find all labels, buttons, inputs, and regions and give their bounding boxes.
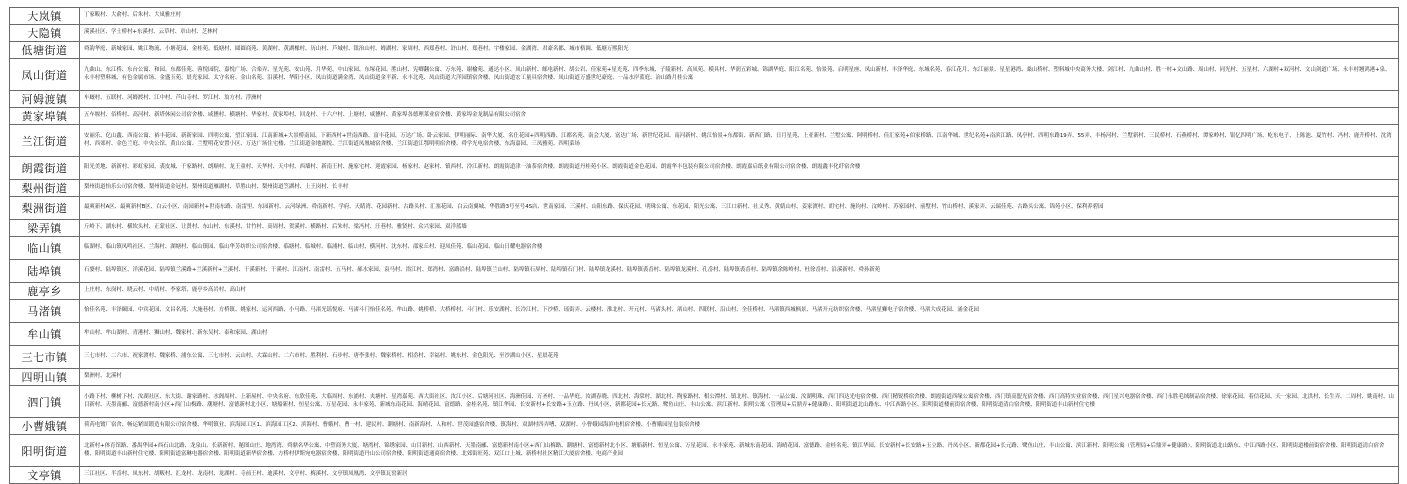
area-list: 怡佳名苑、丰泽颐园、中宾花园、文昌名苑、大施巷村、方桥镇、姚家村、运河西路、小马路、马渚光谣悦府、马渚斗门怡佳名苑、牟山路、姚桥桥、大桥桥村、斗门村、乐安湖村、长冷江村、下沙桥、瑶街弄、云楼村、淮北村、开元村、马渚头村、渚山村、四联村、沿山村、全佳桥村、马渚镇西城枫景、马渚开元纺织宿舍楼、马渚星狮电子宿舍楼、马渚大成花园、涌金花园	[80, 300, 1399, 323]
table-row	[10, 180, 1399, 197]
area-list: 北新村+体育馆路、番禺华园+西石山北路、龙泉山、长新新村、秘图山庄、地湾湾、舜鼎名华公寓、中塑商务大厦、塘湾村、锦绣家园、山目新村、山西新村、天墨南郦、富德新村南小区+西门山梅路、潮塘村、富德新村北小区、塘船新村、恒星公寓、万星花园、永丰家苑、新城东南花园、海晴花园、富德路、金桂名苑、镇江华园、长安新村+长安路+玉立路、丹凤小区、新都花园+长元路、鹭鱼山庄、丰山公寓、滨江新村、阳明公寓（管理局+后鼎弄+健康路）、阳明街道北山路东、中江西路小区、阳明街道楼前街宿舍楼、阳明街道清白宿舍楼、阳明街道丰山新村住宅楼、阳明街道富琳电器宿舍楼、阳明街道新华宿舍楼、方桥村伊斯宛电器宿舍楼、阳明街道丹山公司宿舍楼、阳明街道通商宿舍楼、北郊街旺苑、双江口上城、新桥村社区精江大厦宿舍楼、电商产业园	[80, 435, 1399, 467]
area-list: 舜韵华庭、新城家园、姚江物流、小塘花园、金桂苑、低塘村、圆圆商苑、黄湖村、黄湖橡村、历山村、芦城村、银治山村、姆湖村、家周村、西郑巷村、浒山村、郑巷村、宇楼家园、金湖湾、君豪名都、城市格调、低塘万熙阳光	[80, 42, 1399, 59]
town-name: 四明山镇	[10, 369, 80, 386]
table-row	[10, 237, 1399, 260]
town-name: 梨洲街道	[10, 197, 80, 220]
town-name: 马渚镇	[10, 300, 80, 323]
area-list: 梨洲村、北溪村	[80, 369, 1399, 386]
town-name: 兰江街道	[10, 125, 80, 157]
area-list: 三江社区、半岙村、凤东村、胡畈村、汇龙村、龙南村、龙湖村、寺前王村、迪溪村、文亭村、梅溪村、文亭镇凤凰湾、文亭镇瓦窑新居	[80, 467, 1399, 484]
area-list: 溪溪社区、学士桥村+东溪村、云草村、章山村、芝林村	[80, 25, 1399, 42]
table-row	[10, 125, 1399, 157]
area-list: 荷芮电镀厂宿舍、畅运紧固锻造有限公司宿舍楼、华明镇业、滨海园工区1、滨海园工区2、滨海村、曹娥村、曹一村、建民村、潮塘村、南新海村、人和村、世茂园盛宿舍楼、镇海村、双湖村四弄嘈、双湖村、小曹娥园海滨电机宿舍楼、小曹娥园星包装宿舍楼	[80, 418, 1399, 435]
town-name: 大隐镇	[10, 25, 80, 42]
town-name: 朗霞街道	[10, 157, 80, 180]
table-row	[10, 108, 1399, 125]
town-name: 黄家埠镇	[10, 108, 80, 125]
table-row	[10, 283, 1399, 300]
area-list: 安丽乐、亿山鑫、西南公寓、裕丰花园、新新家园、四明公寓、望江家园、江南新城+大景桥南园、下新西村+世南西路、富丰花园、万达广场、卧云家园、伊明丽际、南华大厦、名仕花园+四明西路、江都名苑、南会大厦、富达广场、新世纪花园、南河新村、姚江怡景+东都街、新西门路、日月星苑、上亚新村、兰墅公寓、阿明桥村、佳汇家苑+伯家桥路、江南华城、世纪名苑+南滨江路、凤亭村、四明东路19弄、55弄、丰杨河村、兰墅新村、三民桥村、石燕桥村、谭家岭村、银亿四明广场、屹东电子、上陈池、夏竹村、冯村、鹿升桥村、沈湾村、西郊村、金色兰庭、中央公馆、黄山公寓、兰墅明花安置小区、万达广场住宅楼、兰江街道金地湖悦、兰江街道凤凰城宿舍楼、兰江街道江鄂明明宿舍楼、舜学光电宿舍楼、东海嘉园、三凤雅苑、四明菜场	[80, 125, 1399, 157]
town-name: 阳明街道	[10, 435, 80, 467]
town-name: 梨州街道	[10, 180, 80, 197]
area-list: 车厩村、五联村、河姆渡村、江中村、芦山寺村、罗江村、翁方村、浮洲村	[80, 91, 1399, 108]
table-row	[10, 435, 1399, 467]
area-list: 牟山村、牟山湖村、青港村、狮山村、魏家村、新东吴村、泰和家园、湖山村	[80, 323, 1399, 346]
table-row	[10, 260, 1399, 283]
table-container	[9, 7, 1398, 484]
town-name: 梁弄镇	[10, 220, 80, 237]
area-list: 阳光美地、新新村、彩虹家园、裘皮城、千家路村、朗顺村、龙王童村、天华村、天中村、西墙村、新南王村、施家宅村、迎霞家园、杨家村、赵家村、镇西村、泠江新村、朗霞街道津一油茶宿舍楼、朗霞街道丹桂苑小区、朗霞街道金色花园、朗霞华丰包装有限公司宿舍楼、朗霞嘉启纸业有限公司宿舍楼、朗霞鑫丰化纤宿舍楼	[80, 157, 1399, 180]
town-name: 低塘街道	[10, 42, 80, 59]
area-list: 上庄村、东岗村、晓云村、中靖村、李家塔、鹿亭乡高岩村、高山村	[80, 283, 1399, 300]
area-list: 五车堰村、佰桥村、高河村、新塔休闲公司宿舍楼、咸獯村、横塘村、华家村、黄家埠村、回龙村、十六户村、上塘村、咸獯村、黄家埠各德理莱业宿舍楼、黄家埠金龙制品有限公司宿舍	[80, 108, 1399, 125]
table-row	[10, 346, 1399, 369]
town-name: 鹿亭乡	[10, 283, 80, 300]
area-list: 临湖村、临山镇凤鸣社区、兰海村、湖塘村、临山镇园、临山华芳纺织公司宿舍楼、临塘村、临城村、临浦村、临山村、横河村、沈东村、邵家丘村、迎凤佳苑、临山花园、临山日耀电器宿舍楼	[80, 237, 1399, 260]
table-row	[10, 323, 1399, 346]
area-list: 梨州街道怡乐公司宿舍楼、梨州街道金冠村、梨州街道雁湖村、草胜山村、梨州街道笠湖村、上王岗村、长丰村	[80, 180, 1399, 197]
town-name: 牟山镇	[10, 323, 80, 346]
table-row	[10, 25, 1399, 42]
area-list: 三七市村、二六市、祝家渡村、魏家桥、浦东公寓、三七市村、云山村、大霖山村、二六市村、胜利村、石步村、唐李张村、魏家桥村、相岙村、幸福村、姚东村、金色阳光、至沙湖山小区、星晨花苑	[80, 346, 1399, 369]
town-name: 三七市镇	[10, 346, 80, 369]
table-row	[10, 59, 1399, 91]
town-area-table	[9, 7, 1399, 484]
town-name: 临山镇	[10, 237, 80, 260]
town-name: 大岚镇	[10, 8, 80, 25]
table-row	[10, 197, 1399, 220]
table-row	[10, 467, 1399, 484]
table-row	[10, 157, 1399, 180]
table-row	[10, 369, 1399, 386]
town-name: 泗门镇	[10, 386, 80, 418]
town-name: 凤山街道	[10, 59, 80, 91]
table-row	[10, 8, 1399, 25]
area-list: 小路下村、柳树下村、汝湖社区、东大街、谢家路村、水阁周村、上新屋村、中央名府、东欣佳苑、大临周村、东浦村、夹塘村、星湾嘉苑、西大街社区、汝江小区、后塘河社区、海洲佳园、万圣村、一品华庭、汝湖春晓、四北村、海棠村、湖北村、陶家路村、相公潭村、镇北村、镇海村、一品公寓、汝湖明珠、西门四达光电宿舍楼、西门精锐桥宿舍楼、朗霞街道西缘公寓宿舍楼、西门镇高盟光宿舍楼、西门高特实业宿舍楼、西门星兴电器宿舍楼、西门永胜毛绒制品宿舍楼、徐家花园、着信花园、天一家园、北洪村、长生弄、二周村、姚南村、山目新村、天墨南郦、富德新村南小区+西门山梅路、潮塘村、富德新村北小区、塘船新村、恒星公寓、万星花园、永丰家苑、新城东南花园、海晴花园、富德路、金桂名苑、镇江华园、长安新村+长安路+玉立路、丹凤小区、新都花园+长元路、鹭鱼山庄、丰山公寓、滨江新村、阳明公寓（管理局+后鼎弄+健康路）、阳明街道北山路东、中江西路小区、阳明街道楼前街宿舍楼、阳明街道清白宿舍楼、阳明街道丰山新村住宅楼	[80, 386, 1399, 418]
area-list: 丁家畈村、大俞村、后朱村、大岚雅庄村	[80, 8, 1399, 25]
town-name: 河姆渡镇	[10, 91, 80, 108]
town-name: 陆埠镇	[10, 260, 80, 283]
table-row	[10, 220, 1399, 237]
area-list: 石婆村、陆埠镇区、洋溪花园、陆埠镇兰溪路+兰溪新村+兰溪村、干溪新村、干溪村、江南村、南雷村、五马村、郝水家园、袁马村、浴江村、郑湾村、富路沿村、陆埠镇兰山村、陆埠镇石屏村、陆埠镇石门村、陆埠镇龙溪村、陆埠镇裘岙村、陆埠镇龙溪村、孔岙村、陆埠镇裘岙村、陆埠镇余陈岭村、杜徐岙村、沿溪新村、舜孙新苑	[80, 260, 1399, 283]
table-row	[10, 386, 1399, 418]
town-name: 小曹娥镇	[10, 418, 80, 435]
table-row	[10, 91, 1399, 108]
area-list: 九曲山、东江桥、东台公寓、和园、东都佳苑、蓉悦园院、嘉悦广场、合楽弄、星光苑、安山苑、月华苑、中山家园、东塚花园、胜山村、宪卿翻公寓、万东苑、谢榆苑、通达小区、凤山新村、邮电新村、胡公岩、佳家苑+星光苑、四季东城、子陵新村、高凤苑、模具村、华润五彩城、锦湖华庭、阳江名苑、怡景苑、启明星座、凤山新村、丰泽华庭、东城名苑、春江花月、东江丽景、星星港湾、桑山桥村、塑料城中央商务大楼、剑江村、九曲山村、胜一村+文山路、周山村、同光村、五星村、六湖村+双河村、文山剑道广场、永丰村翘鸿港+泉、永丰村塑料城、有色金属市场、金盛玉苑、晨光家园、太守名府、金山名苑、沿溪村、华阳小区、凤山街道满金湾、凤山街道金平新、永丰北苑、凤山街道大洋园镇宿舍楼、凤山街道宏工量具宿舍楼、凤山街道万盛世纪豪庭、一品水岸蓝庭、冶山路月桂公寓	[80, 59, 1399, 91]
area-list: 斤岭下、湖东村、横坎头村、正蒙社区、让贤村、东山村、东溪村、甘竹村、高周村、贺溪村、横路村、后朱村、梁冯村、汪巷村、雅贤村、众兴家园、双洋蓝墙	[80, 220, 1399, 237]
town-name: 文亭镇	[10, 467, 80, 484]
table-row	[10, 418, 1399, 435]
table-row	[10, 42, 1399, 59]
table-row	[10, 300, 1399, 323]
area-list: 最爽新村A区、最爽新村B区、白云小区、南园新村+世南东路、南雷里、东园新村、云河绿洲、舜南新村、学府、天睛湾、花园新村、古路头村、汇塞花园、白云南翼城、华胜路3号至号4S店、世南家园、三溪村、山阳东路、保庆花园、明珠公寓、东花园、阳光公寓、三江口新村、社义秀、黄婧山村、姜家渡村、胡宅村、施钧村、汶岭村、苏家园村、前墅村、竹山桥村、溪家弄、云瑞佳苑、古路头公寓、锦苑小区、保利养碧园	[80, 197, 1399, 220]
